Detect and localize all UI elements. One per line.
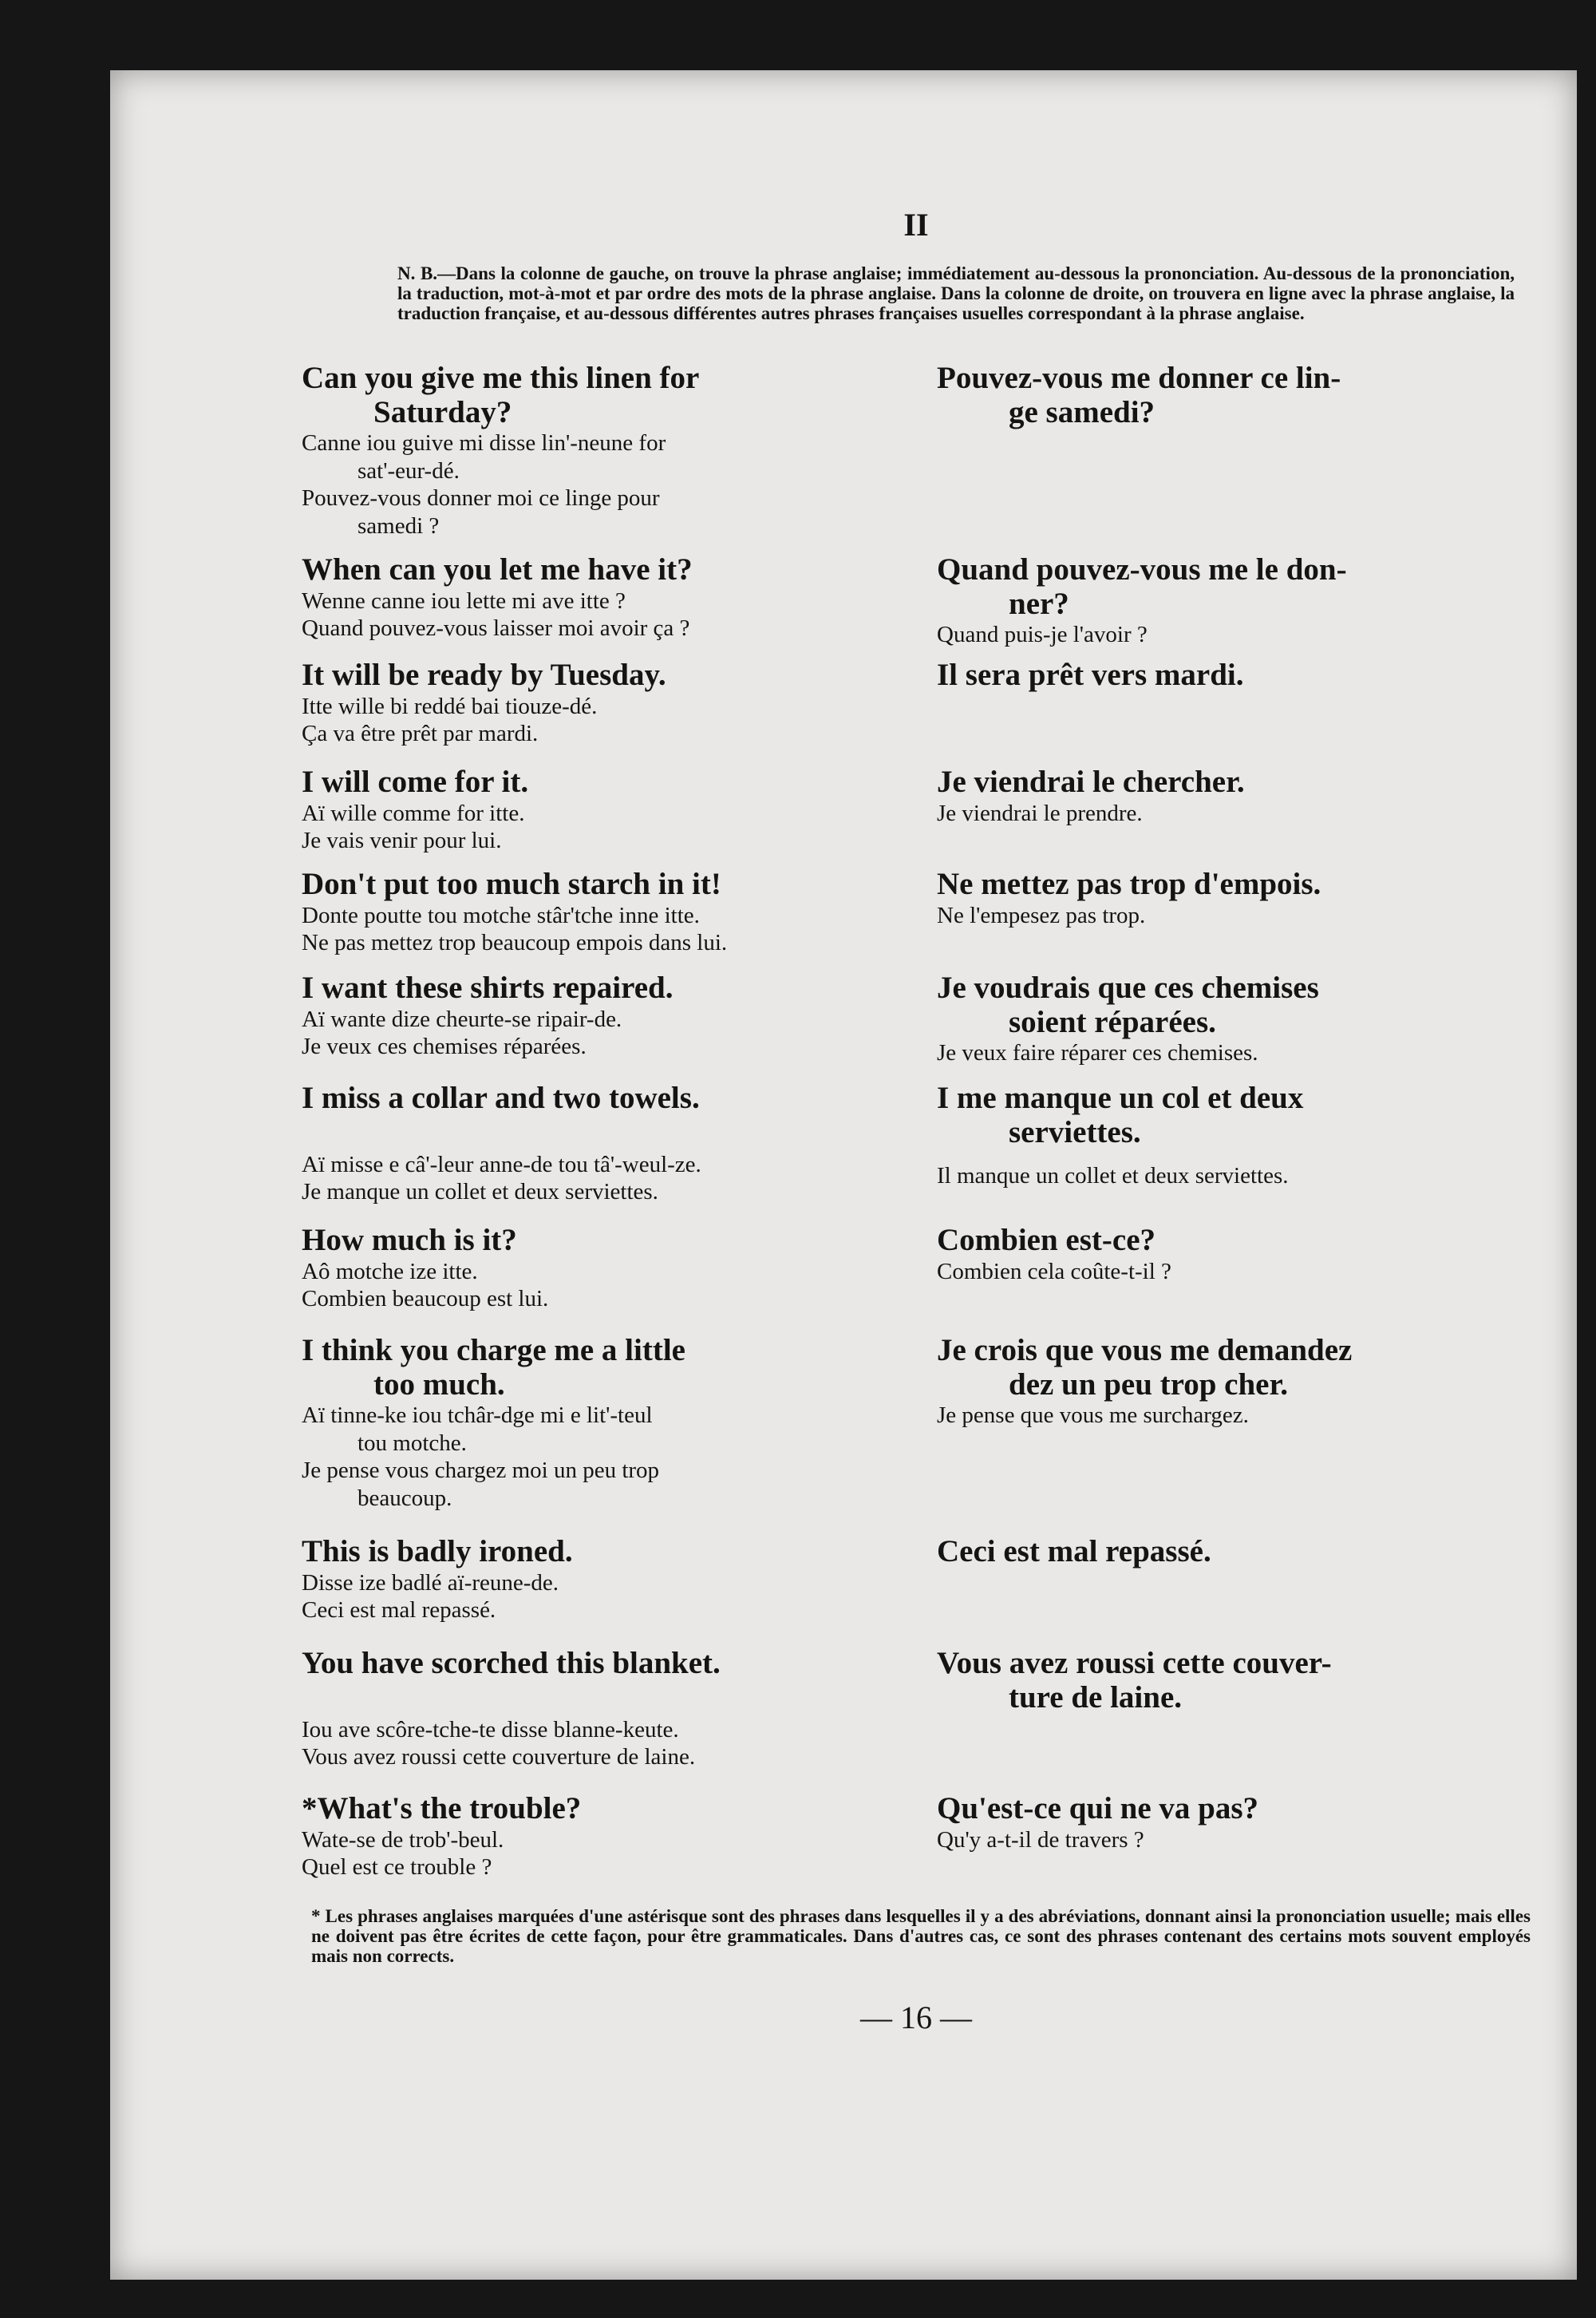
phrase-row (302, 1792, 1531, 1891)
literal-translation: Vous avez roussi cette couverture de laine. (302, 1744, 696, 1770)
phrase-row (302, 1647, 1531, 1792)
literal-translation: Je veux ces chemises réparées. (302, 1034, 587, 1060)
english-phrase: Can you give me this linen for (302, 361, 700, 396)
phrase-row (302, 1535, 1531, 1647)
phrase-row (302, 659, 1531, 765)
french-phrase-continued: ner? (1009, 586, 1069, 621)
alternative-phrase: Je veux faire réparer ces chemises. (937, 1039, 1258, 1066)
intro-note: N. B.—Dans la colonne de gauche, on trouve la phrase anglaise; immédiatement au-dessous la prononciation. Au-dessous de la prononciation, la traduction, mot-à-mot et par ordre des mots de la phrase anglaise. Dans la colonne de droite, on trouvera en ligne avec la phrase anglaise, la traduction française, et au-dessous différentes autres phrases françaises usuelles correspondant à la phrase anglaise. (397, 263, 1515, 323)
pronunciation-continued: sat'-eur-dé. (358, 457, 460, 484)
english-column (302, 1647, 905, 1792)
french-phrase: Je crois que vous me demandez (937, 1333, 1353, 1368)
english-column (302, 362, 905, 553)
french-phrase: Je viendrai le chercher. (937, 765, 1245, 800)
english-phrase: I want these shirts repaired. (302, 971, 674, 1006)
english-column (302, 1334, 905, 1535)
page-content (302, 206, 1531, 2233)
french-phrase-continued: serviettes. (1009, 1114, 1141, 1149)
french-phrase-continued: dez un peu trop cher. (1009, 1367, 1288, 1402)
literal-translation: Quand pouvez-vous laisser moi avoir ça ? (302, 615, 690, 642)
phrase-row (302, 1224, 1531, 1334)
page-number: — 16 — (860, 1999, 972, 2035)
french-phrase: Quand pouvez-vous me le don- (937, 552, 1347, 587)
alternative-phrase: Je pense que vous me surchargez. (937, 1402, 1249, 1428)
french-column (937, 1792, 1531, 1891)
french-column (937, 362, 1531, 553)
phrase-row (302, 868, 1531, 971)
english-column (302, 659, 905, 765)
french-column (937, 553, 1531, 659)
french-phrase: Pouvez-vous me donner ce lin- (937, 361, 1341, 396)
english-phrase: I miss a collar and two towels. (302, 1081, 700, 1116)
french-column (937, 765, 1531, 868)
french-phrase: I me manque un col et deux (937, 1081, 1304, 1116)
pronunciation: Aô motche ize itte. (302, 1258, 478, 1284)
pronunciation: Aï wille comme for itte. (302, 800, 525, 826)
french-phrase: Combien est-ce? (937, 1223, 1156, 1258)
phrase-row (302, 1082, 1531, 1224)
phrase-row (302, 765, 1531, 868)
english-column (302, 1224, 905, 1334)
pronunciation: Itte wille bi reddé bai tiouze-dé. (302, 693, 598, 719)
english-column (302, 1792, 905, 1891)
literal-translation: Je manque un collet et deux serviettes. (302, 1179, 658, 1205)
pronunciation: Canne iou guive mi disse lin'-neune for (302, 429, 666, 456)
french-column (937, 1535, 1531, 1647)
english-phrase-continued: Saturday? (373, 394, 512, 429)
phrase-row (302, 971, 1531, 1082)
french-column (937, 868, 1531, 971)
french-phrase: Qu'est-ce qui ne va pas? (937, 1791, 1259, 1826)
pronunciation: Donte poutte tou motche stâr'tche inne itte. (302, 902, 700, 928)
literal-translation-continued: samedi ? (358, 513, 440, 540)
phrase-table (302, 362, 1531, 1891)
french-phrase: Vous avez roussi cette couver- (937, 1646, 1332, 1681)
french-column (937, 1224, 1531, 1334)
english-column (302, 553, 905, 659)
alternative-phrase: Quand puis-je l'avoir ? (937, 621, 1148, 647)
phrase-row (302, 362, 1531, 553)
french-phrase-continued: ge samedi? (1009, 394, 1156, 429)
pronunciation: Aï misse e câ'-leur anne-de tou tâ'-weul-ze. (302, 1151, 701, 1177)
french-phrase: Ceci est mal repassé. (937, 1534, 1211, 1569)
alternative-phrase: Combien cela coûte-t-il ? (937, 1258, 1171, 1284)
english-phrase: *What's the trouble? (302, 1791, 582, 1826)
section-heading: II (903, 207, 929, 243)
footnote: * Les phrases anglaises marquées d'une astérisque sont des phrases dans lesquelles il y a des abréviations, donnant ainsi la prononciation usuelle; mais elles ne doivent pas être écrites de cette façon, pour être grammaticales. Dans d'autres cas, ce sont des phrases contenant des certains mots souvent employés mais non corrects. (311, 1906, 1531, 1967)
alternative-phrase: Ne l'empesez pas trop. (937, 902, 1146, 928)
alternative-phrase: Il manque un collet et deux serviettes. (937, 1162, 1289, 1189)
english-column (302, 868, 905, 971)
english-phrase-continued: too much. (373, 1367, 505, 1402)
french-phrase: Ne mettez pas trop d'empois. (937, 867, 1321, 902)
english-column (302, 765, 905, 868)
literal-translation: Combien beaucoup est lui. (302, 1286, 549, 1312)
pronunciation: Aï wante dize cheurte-se ripair-de. (302, 1006, 622, 1032)
literal-translation: Je pense vous chargez moi un peu trop (302, 1458, 660, 1484)
english-phrase: I will come for it. (302, 765, 529, 800)
literal-translation: Ne pas mettez trop beaucoup empois dans lui. (302, 930, 728, 956)
english-phrase: I think you charge me a little (302, 1333, 685, 1368)
english-phrase: It will be ready by Tuesday. (302, 658, 666, 693)
french-column (937, 1647, 1531, 1792)
pronunciation: Disse ize badlé aï-reune-de. (302, 1569, 559, 1596)
french-phrase-continued: soient réparées. (1009, 1004, 1216, 1039)
english-column (302, 1535, 905, 1647)
french-phrase: Je voudrais que ces chemises (937, 971, 1319, 1006)
alternative-phrase: Qu'y a-t-il de travers ? (937, 1826, 1144, 1853)
literal-translation: Ceci est mal repassé. (302, 1597, 496, 1624)
alternative-phrase: Je viendrai le prendre. (937, 800, 1143, 826)
french-column (937, 1082, 1531, 1224)
literal-translation: Ça va être prêt par mardi. (302, 721, 539, 747)
french-column (937, 659, 1531, 765)
french-column (937, 1334, 1531, 1535)
pronunciation: Wate-se de trob'-beul. (302, 1826, 504, 1853)
english-phrase: When can you let me have it? (302, 552, 693, 587)
literal-translation: Quel est ce trouble ? (302, 1854, 492, 1881)
phrase-row (302, 1334, 1531, 1535)
english-phrase: How much is it? (302, 1223, 517, 1258)
french-phrase-continued: ture de laine. (1009, 1679, 1183, 1715)
english-phrase: Don't put too much starch in it! (302, 867, 721, 902)
french-column (937, 971, 1531, 1082)
literal-translation-continued: beaucoup. (358, 1485, 452, 1512)
english-phrase: You have scorched this blanket. (302, 1646, 721, 1681)
pronunciation: Aï tinne-ke iou tchâr-dge mi e lit'-teul (302, 1402, 653, 1428)
pronunciation: Iou ave scôre-tche-te disse blanne-keute. (302, 1716, 679, 1742)
scanned-page (110, 70, 1577, 2280)
english-column (302, 971, 905, 1082)
english-phrase: This is badly ironed. (302, 1534, 573, 1569)
literal-translation: Pouvez-vous donner moi ce linge pour (302, 485, 660, 512)
phrase-row (302, 553, 1531, 659)
pronunciation: Wenne canne iou lette mi ave itte ? (302, 587, 626, 614)
literal-translation: Je vais venir pour lui. (302, 828, 502, 854)
french-phrase: Il sera prêt vers mardi. (937, 658, 1244, 693)
english-column (302, 1082, 905, 1224)
pronunciation-continued: tou motche. (358, 1430, 467, 1456)
